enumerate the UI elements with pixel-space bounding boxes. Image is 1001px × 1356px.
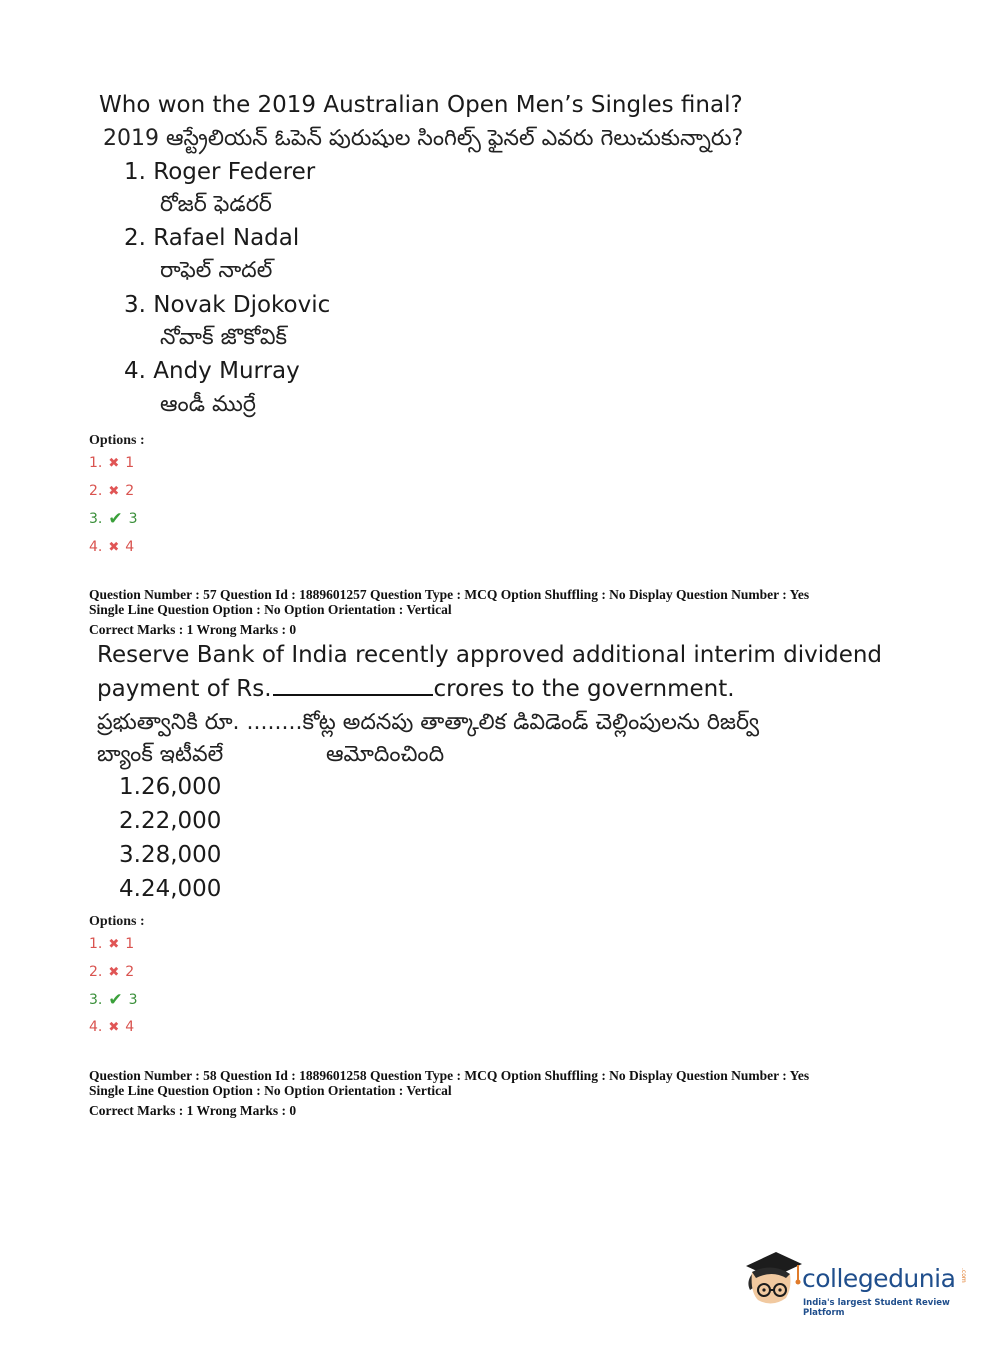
- marks-line: Correct Marks : 1 Wrong Marks : 0: [89, 1103, 297, 1118]
- options-label: Options :: [89, 433, 145, 448]
- check-mark-icon: ✔: [108, 990, 123, 1010]
- question-meta-line: Single Line Question Option : No Option Orientation : Vertical: [89, 602, 452, 617]
- choice-3: 3.28,000: [119, 842, 222, 868]
- question-text-te-2a: బ్యాంక్ ఇటీవలే: [97, 742, 224, 767]
- question-meta-line: Question Number : 58 Question Id : 1889601258 Question Type : MCQ Option Shuffling : No Display Question Number : Yes: [89, 1068, 810, 1083]
- question-meta-line: Single Line Question Option : No Option Orientation : Vertical: [89, 1083, 452, 1098]
- question-text-te-2b: ఆమోదించింది: [326, 742, 445, 767]
- choice-3-te: నోవాక్ జొకోవిక్: [160, 325, 287, 350]
- option-row: 4. ✖ 4: [89, 1019, 135, 1035]
- question-text-te: 2019 ఆస్ట్రేలియన్ ఓపెన్ పురుషుల సింగిల్స్ ఫైనల్ ఎవరు గెలుచుకున్నారు?: [103, 126, 744, 151]
- choice-4-te: ఆండీ ముర్రే: [160, 392, 256, 417]
- choice-3: 3. Novak Djokovic: [124, 292, 331, 318]
- option-row: 1. ✖ 1: [89, 455, 135, 471]
- choice-4: 4.24,000: [119, 876, 222, 902]
- question-text-en: Reserve Bank of India recently approved additional interim dividend: [97, 642, 883, 668]
- options-label: Options :: [89, 914, 145, 929]
- wrong-mark-icon: ✖: [108, 539, 120, 555]
- choice-2-te: రాఫెల్ నాదల్: [160, 258, 273, 283]
- choice-1: 1.26,000: [119, 774, 222, 800]
- choice-1: 1. Roger Federer: [124, 159, 316, 185]
- wrong-mark-icon: ✖: [108, 455, 120, 471]
- wrong-mark-icon: ✖: [108, 483, 120, 499]
- choice-2: 2. Rafael Nadal: [124, 225, 300, 251]
- choice-1-te: రోజర్ ఫెడరర్: [160, 192, 272, 217]
- marks-line: Correct Marks : 1 Wrong Marks : 0: [89, 622, 297, 637]
- choice-2: 2.22,000: [119, 808, 222, 834]
- option-row-correct: 3. ✔ 3: [89, 509, 138, 529]
- question-text-en-2: payment of Rs. crores to the government.: [97, 676, 735, 702]
- graduate-mascot-icon: [742, 1248, 804, 1320]
- question-text-te: ప్రభుత్వానికి రూ. ........కోట్ల అదనపు తాత్కాలిక డివిడెండ్ చెల్లింపులను రిజర్వ్: [97, 710, 760, 735]
- logo-com: .com: [960, 1268, 967, 1283]
- wrong-mark-icon: ✖: [108, 936, 120, 952]
- question-meta-line: Question Number : 57 Question Id : 1889601257 Question Type : MCQ Option Shuffling : No Display Question Number : Yes: [89, 587, 810, 602]
- choice-4: 4. Andy Murray: [124, 358, 300, 384]
- answer-blank: [273, 676, 433, 696]
- option-row: 2. ✖ 2: [89, 483, 135, 499]
- option-row: 4. ✖ 4: [89, 539, 135, 555]
- option-row-correct: 3. ✔ 3: [89, 990, 138, 1010]
- check-mark-icon: ✔: [108, 509, 123, 529]
- option-row: 2. ✖ 2: [89, 964, 135, 980]
- collegedunia-logo: [742, 1248, 972, 1320]
- option-row: 1. ✖ 1: [89, 936, 135, 952]
- wrong-mark-icon: ✖: [108, 1019, 120, 1035]
- question-text-en: Who won the 2019 Australian Open Men’s Singles final?: [99, 92, 743, 118]
- logo-tagline: India's largest Student Review Platform: [803, 1298, 950, 1318]
- logo-name: collegedunia: [802, 1264, 956, 1293]
- wrong-mark-icon: ✖: [108, 964, 120, 980]
